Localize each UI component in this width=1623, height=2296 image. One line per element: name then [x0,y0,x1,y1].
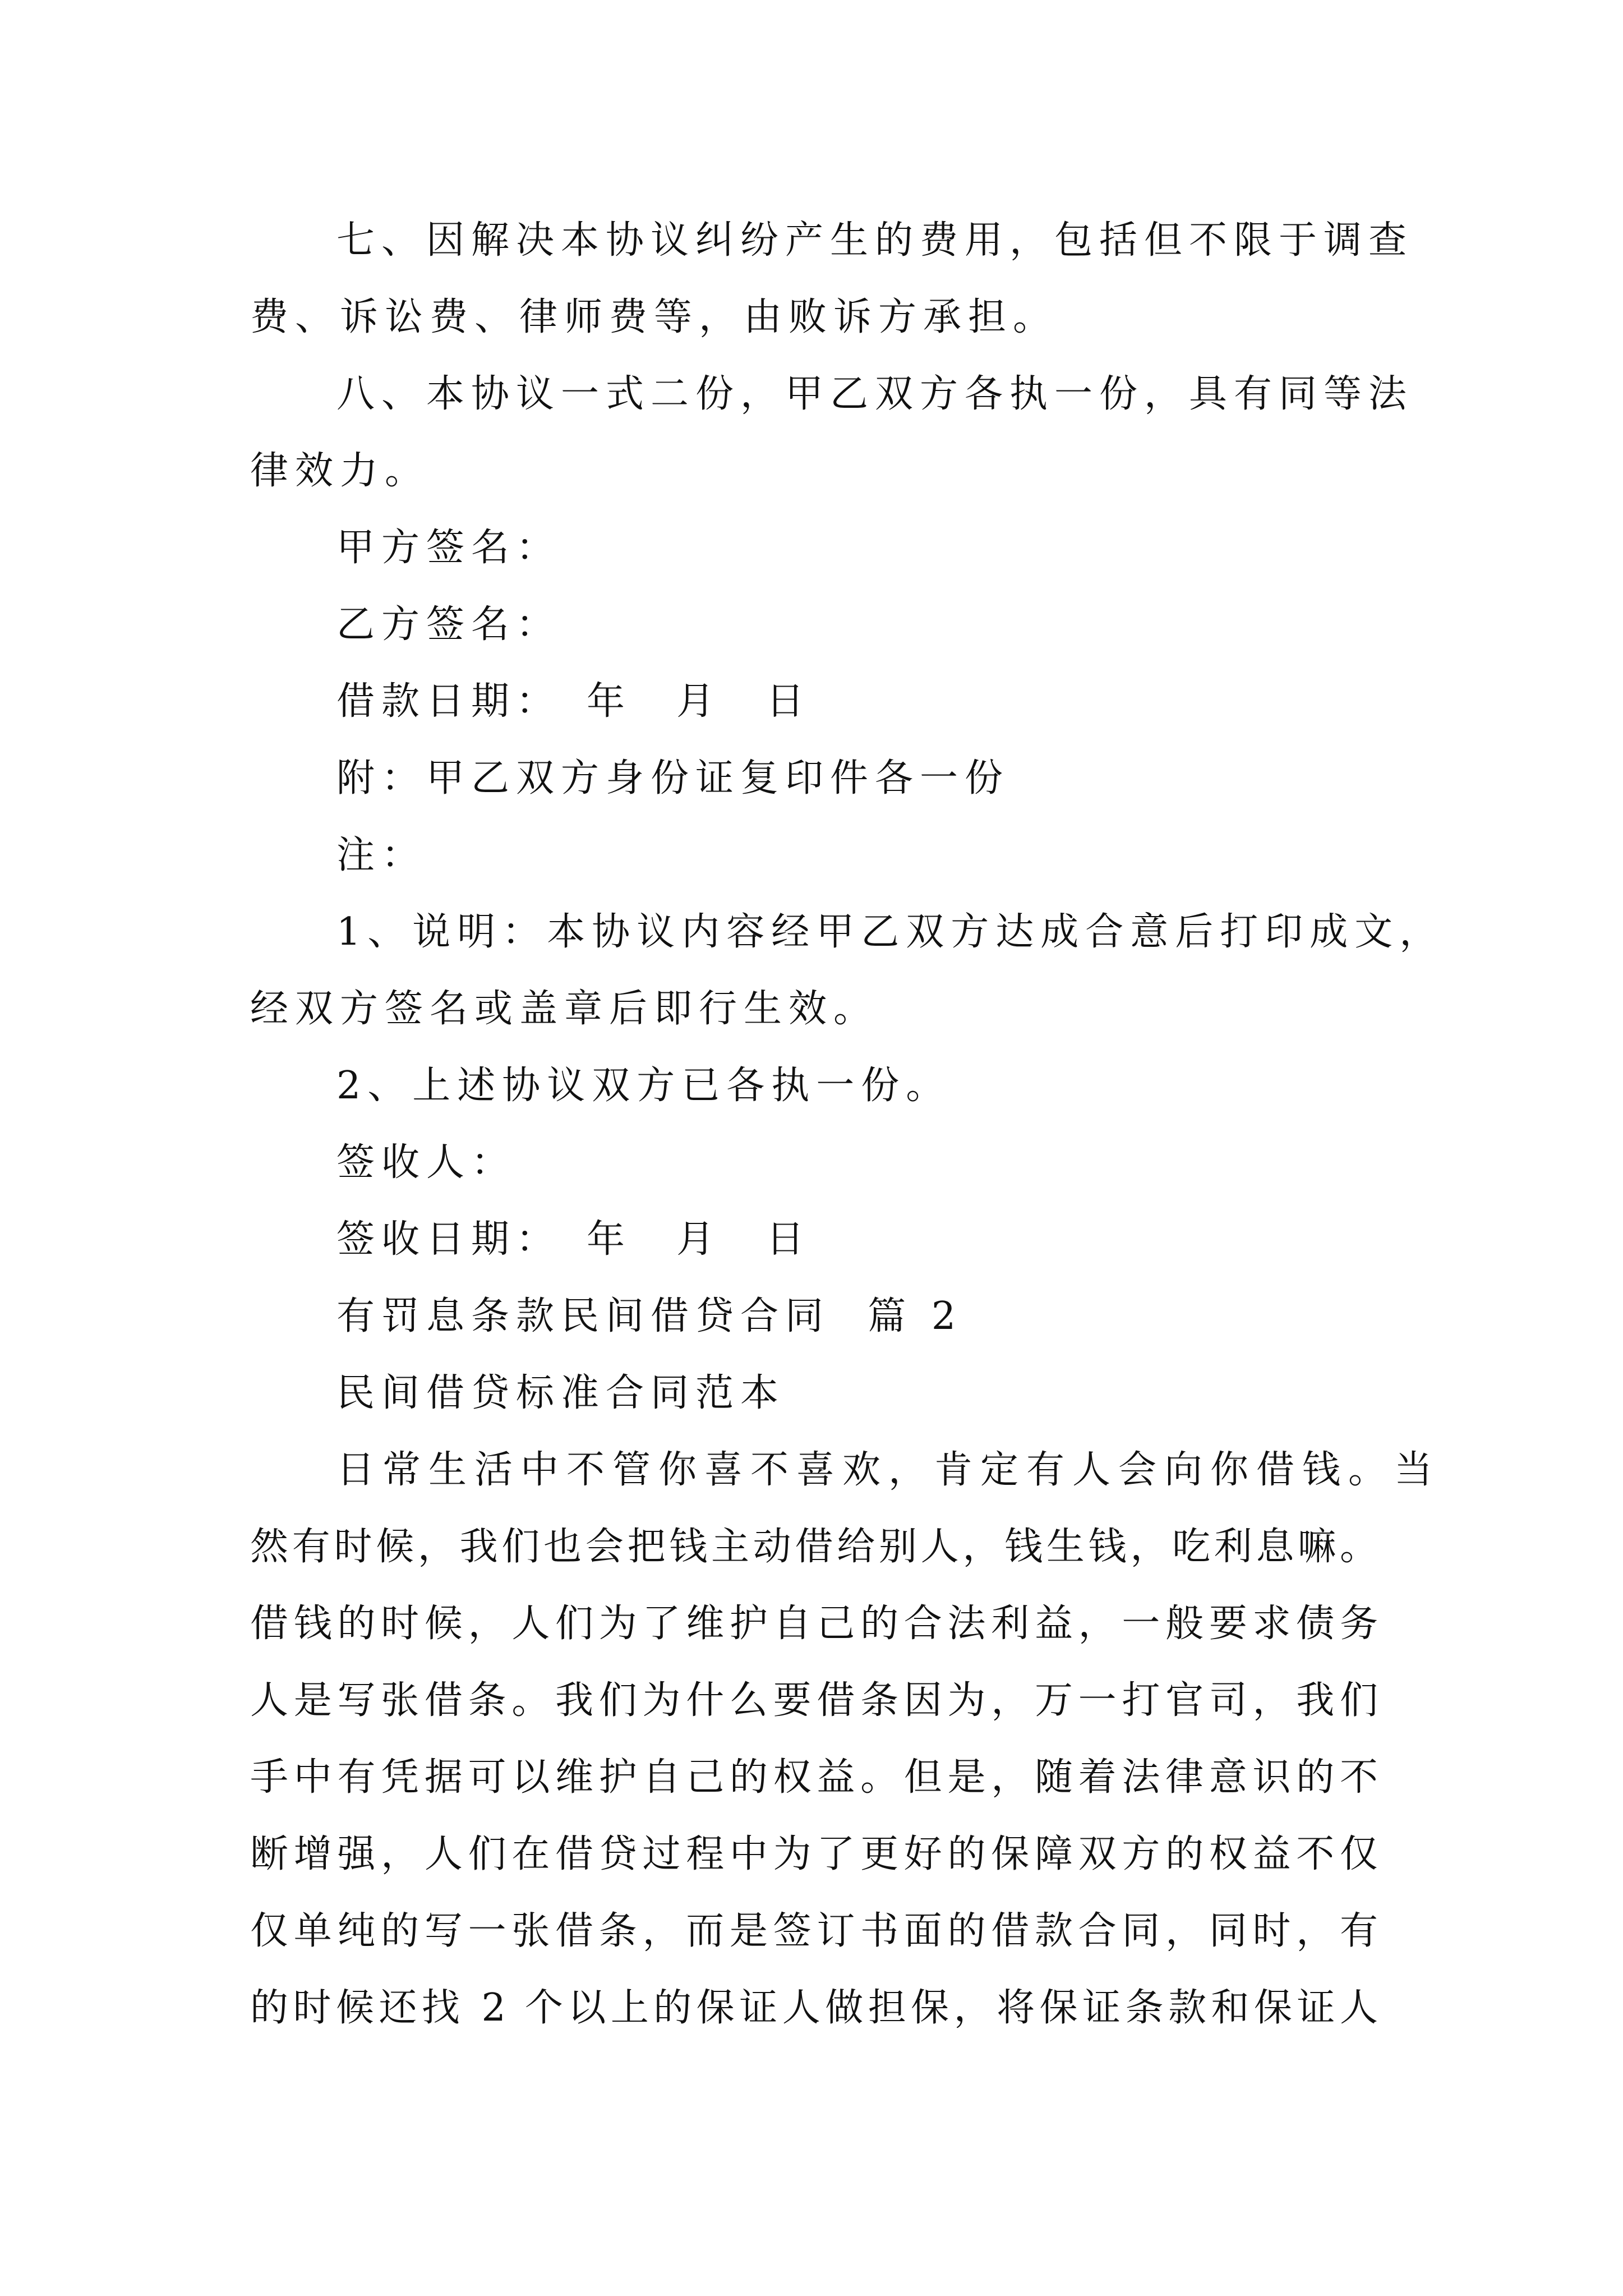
attachment-note: 附：甲乙双方身份证复印件各一份 [336,756,1010,800]
section-8-line-2: 律效力。 [250,449,430,493]
article-subtitle: 民间借贷标准合同范本 [336,1371,786,1415]
section-7-line-1: 七、因解决本协议纠纷产生的费用，包括但不限于调查 [336,218,1414,263]
paragraph-line: 手中有凭据可以维护自己的权益。但是，随着法律意识的不 [250,1755,1380,1800]
receipt-date: 签收日期： 年 月 日 [336,1217,811,1262]
note-1-line-1: 1、说明：本协议内容经甲乙双方达成合意后打印成文， [336,910,1445,954]
section-8-line-1: 八、本协议一式二份，甲乙双方各执一份，具有同等法 [336,372,1414,416]
loan-date: 借款日期： 年 月 日 [336,679,811,724]
party-a-signature: 甲方签名： [336,526,561,570]
paragraph-line: 然有时候，我们也会把钱主动借给别人，钱生钱，吃利息嘛。 [250,1525,1380,1569]
party-b-signature: 乙方签名： [336,602,561,647]
paragraph-line: 断增强，人们在借贷过程中为了更好的保障双方的权益不仅 [250,1832,1380,1876]
paragraph-line: 仅单纯的写一张借条，而是签订书面的借款合同，同时，有 [250,1909,1380,1953]
article-title: 有罚息条款民间借贷合同 篇 2 [336,1294,963,1338]
paragraph-line: 的时候还找 2 个以上的保证人做担保，将保证条款和保证人 [250,1986,1380,2030]
paragraph-line: 日常生活中不管你喜不喜欢，肯定有人会向你借钱。当 [336,1448,1441,1492]
paragraph-line: 人是写张借条。我们为什么要借条因为，万一打官司，我们 [250,1678,1380,1723]
note-1-line-2: 经双方签名或盖章后即行生效。 [250,987,879,1031]
note-2: 2、上述协议双方已各执一份。 [336,1064,951,1108]
note-label: 注： [336,833,427,877]
paragraph-line: 借钱的时候，人们为了维护自己的合法利益，一般要求债务 [250,1602,1380,1646]
receiver: 签收人： [336,1140,517,1185]
section-7-line-2: 费、诉讼费、律师费等，由败诉方承担。 [250,295,1058,339]
